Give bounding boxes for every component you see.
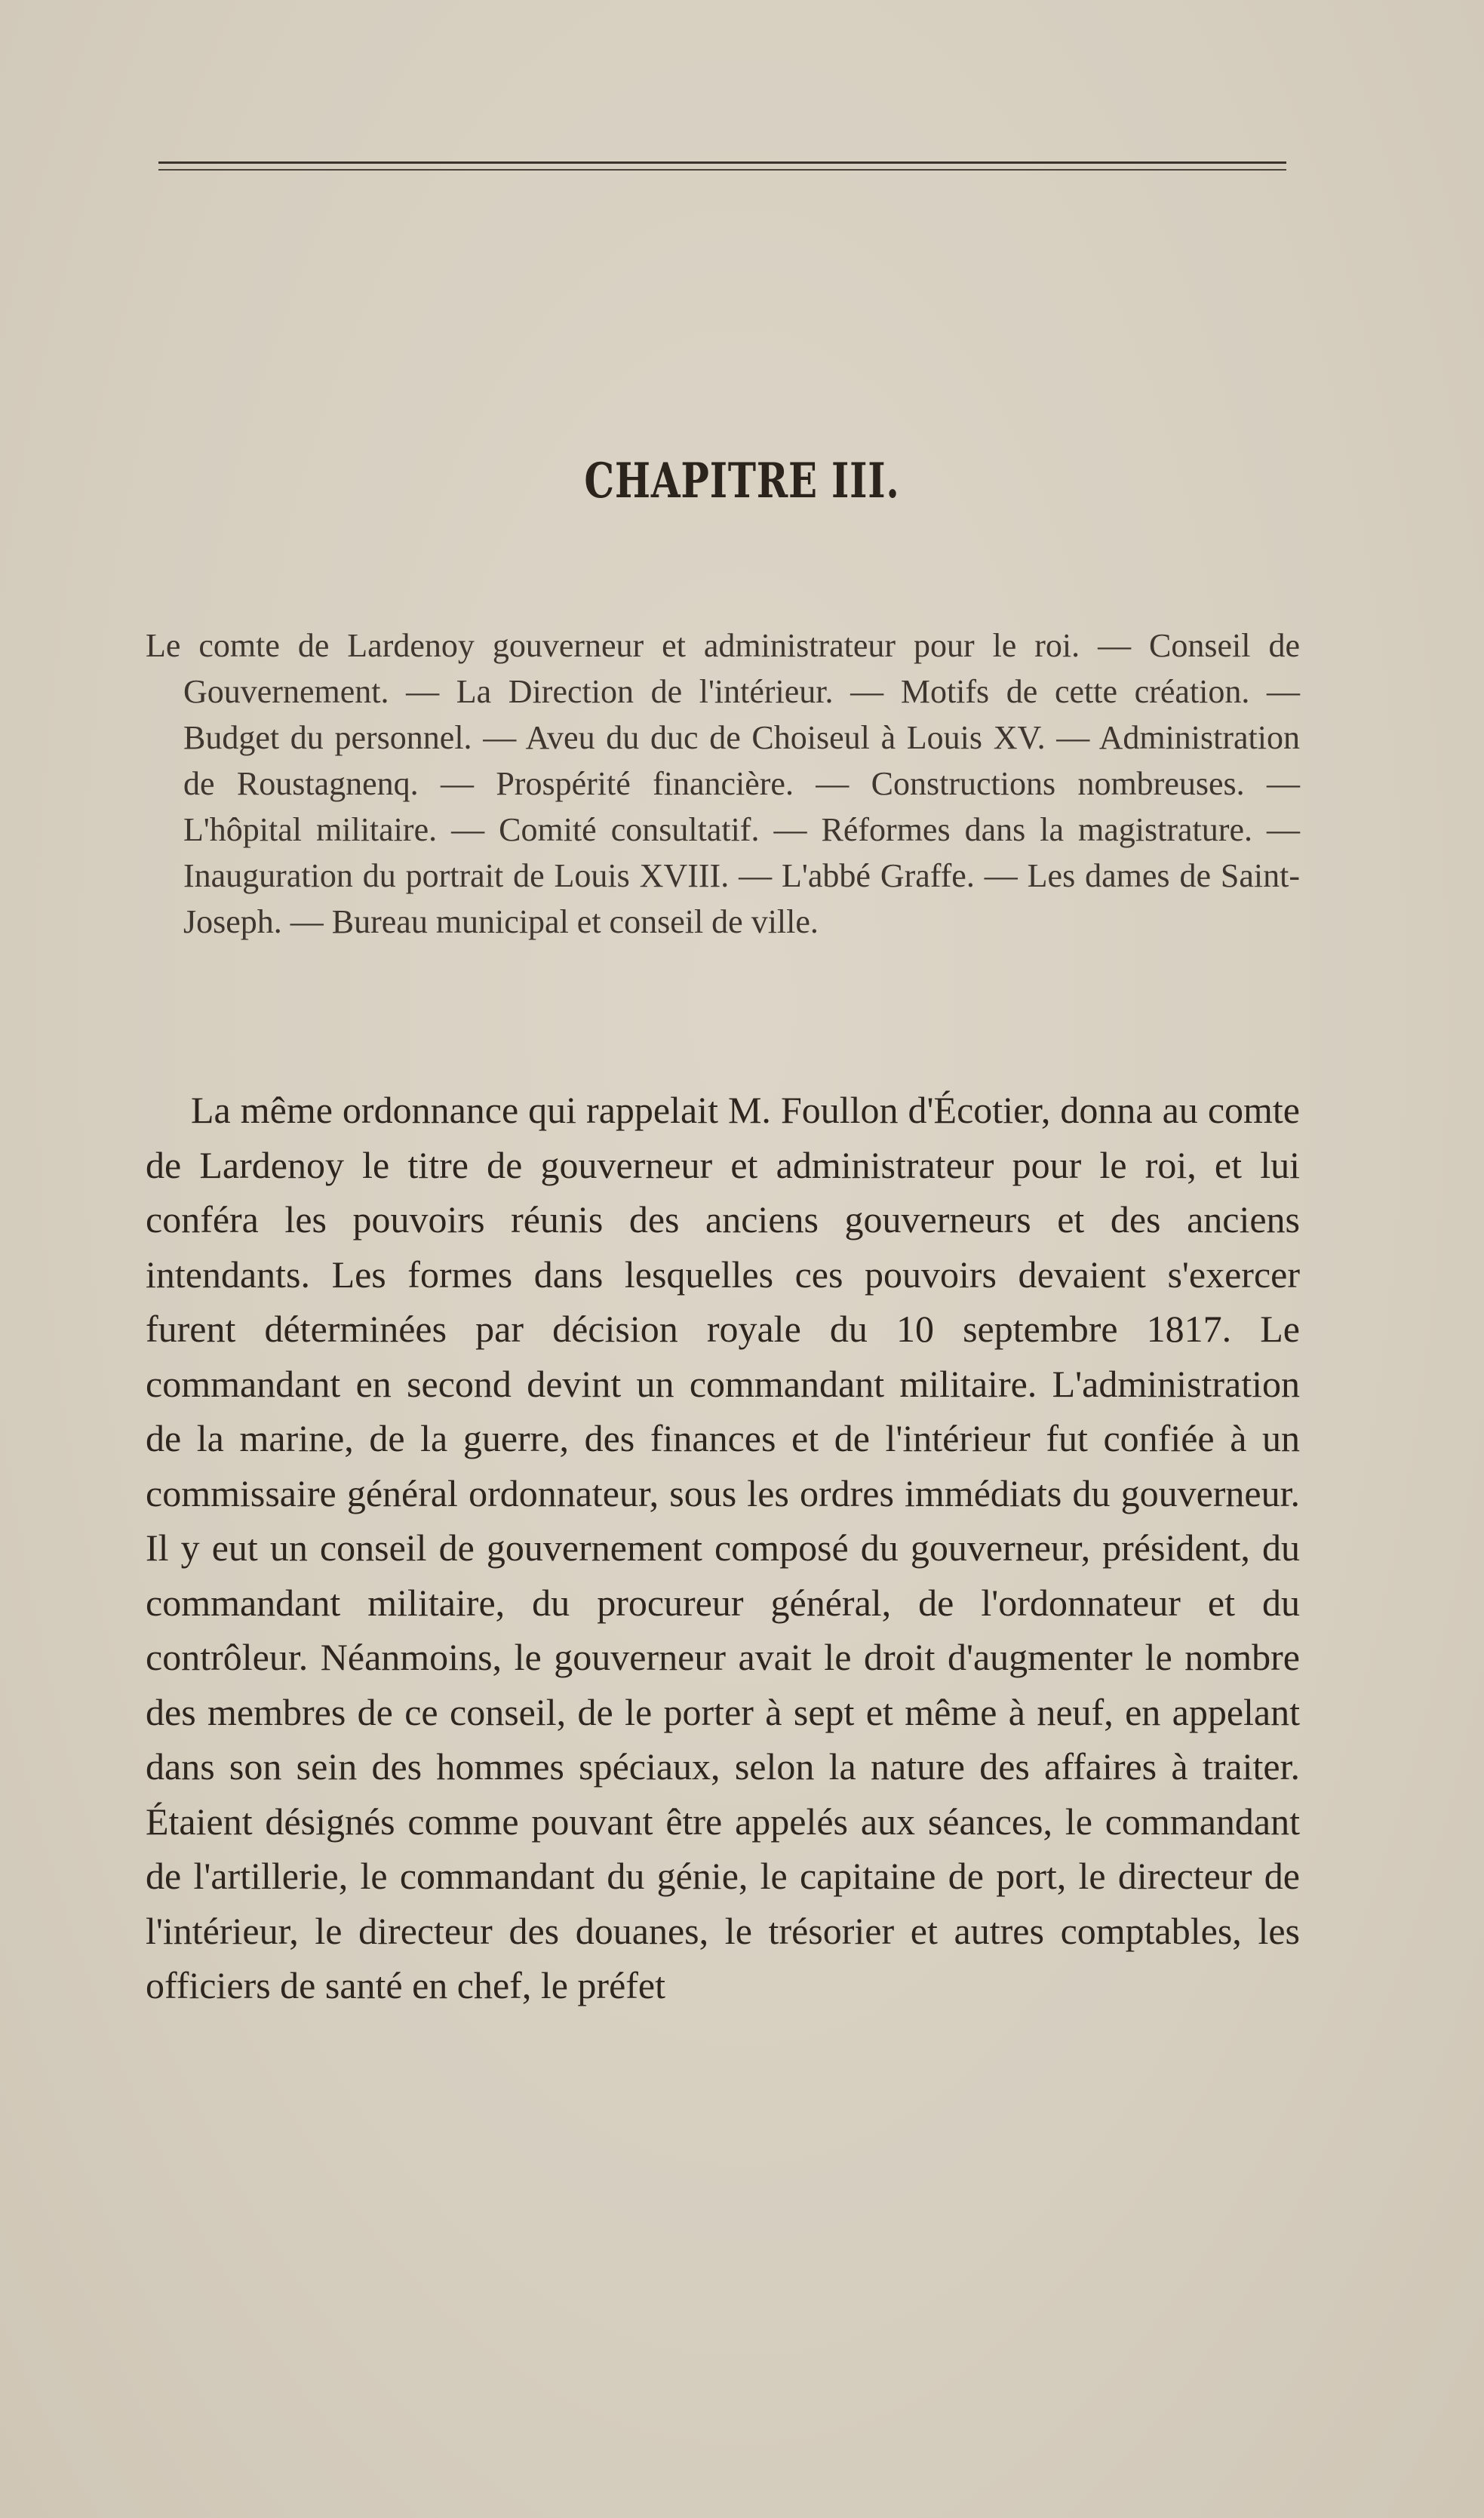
header-rule-thin [158,169,1286,171]
header-rule [158,161,1286,174]
chapter-summary: Le comte de Lardenoy gouverneur et administrateur pour le roi. — Conseil de Gouvernement. — La Direction de l'intérieur. — Motifs de cette création. — Budget du personnel. — Aveu du duc de Choiseul à Louis XV. — Administration de Roustagnenq. — Prospérité financière. — Constructions nombreuses. — L'hôpital militaire. — Comité consultatif. — Réformes dans la magistrature. — Inauguration du portrait de Louis XVIII. — L'abbé Graffe. — Les dames de Saint-Joseph. — Bureau municipal et conseil de ville. [146,627,1300,940]
header-rule-thick [158,161,1286,164]
body-paragraph: La même ordonnance qui rappelait M. Foullon d'Écotier, donna au comte de Lardenoy le titre de gouverneur et administrateur pour le roi, et lui conféra les pouvoirs réunis des anciens gouverneurs et des anciens intendants. Les formes dans lesquelles ces pouvoirs devaient s'exercer furent déterminées par décision royale du 10 septembre 1817. Le commandant en second devint un commandant militaire. L'administration de la marine, de la guerre, des finances et de l'intérieur fut confiée à un commissaire général ordonnateur, sous les ordres immédiats du gouverneur. Il y eut un conseil de gouvernement composé du gouverneur, président, du commandant militaire, du procureur général, de l'ordonnateur et du contrôleur. Néanmoins, le gouverneur avait le droit d'augmenter le nombre des membres de ce conseil, de le porter à sept et même à neuf, en appelant dans son sein des hommes spéciaux, selon la nature des affaires à traiter. Étaient désignés comme pouvant être appelés aux séances, le commandant de l'artillerie, le commandant du génie, le capitaine de port, le directeur de l'intérieur, le directeur des douanes, le trésorier et autres comptables, les officiers de santé en chef, le préfet [146,1089,1300,2006]
chapter-title: CHAPITRE III. [584,453,900,509]
